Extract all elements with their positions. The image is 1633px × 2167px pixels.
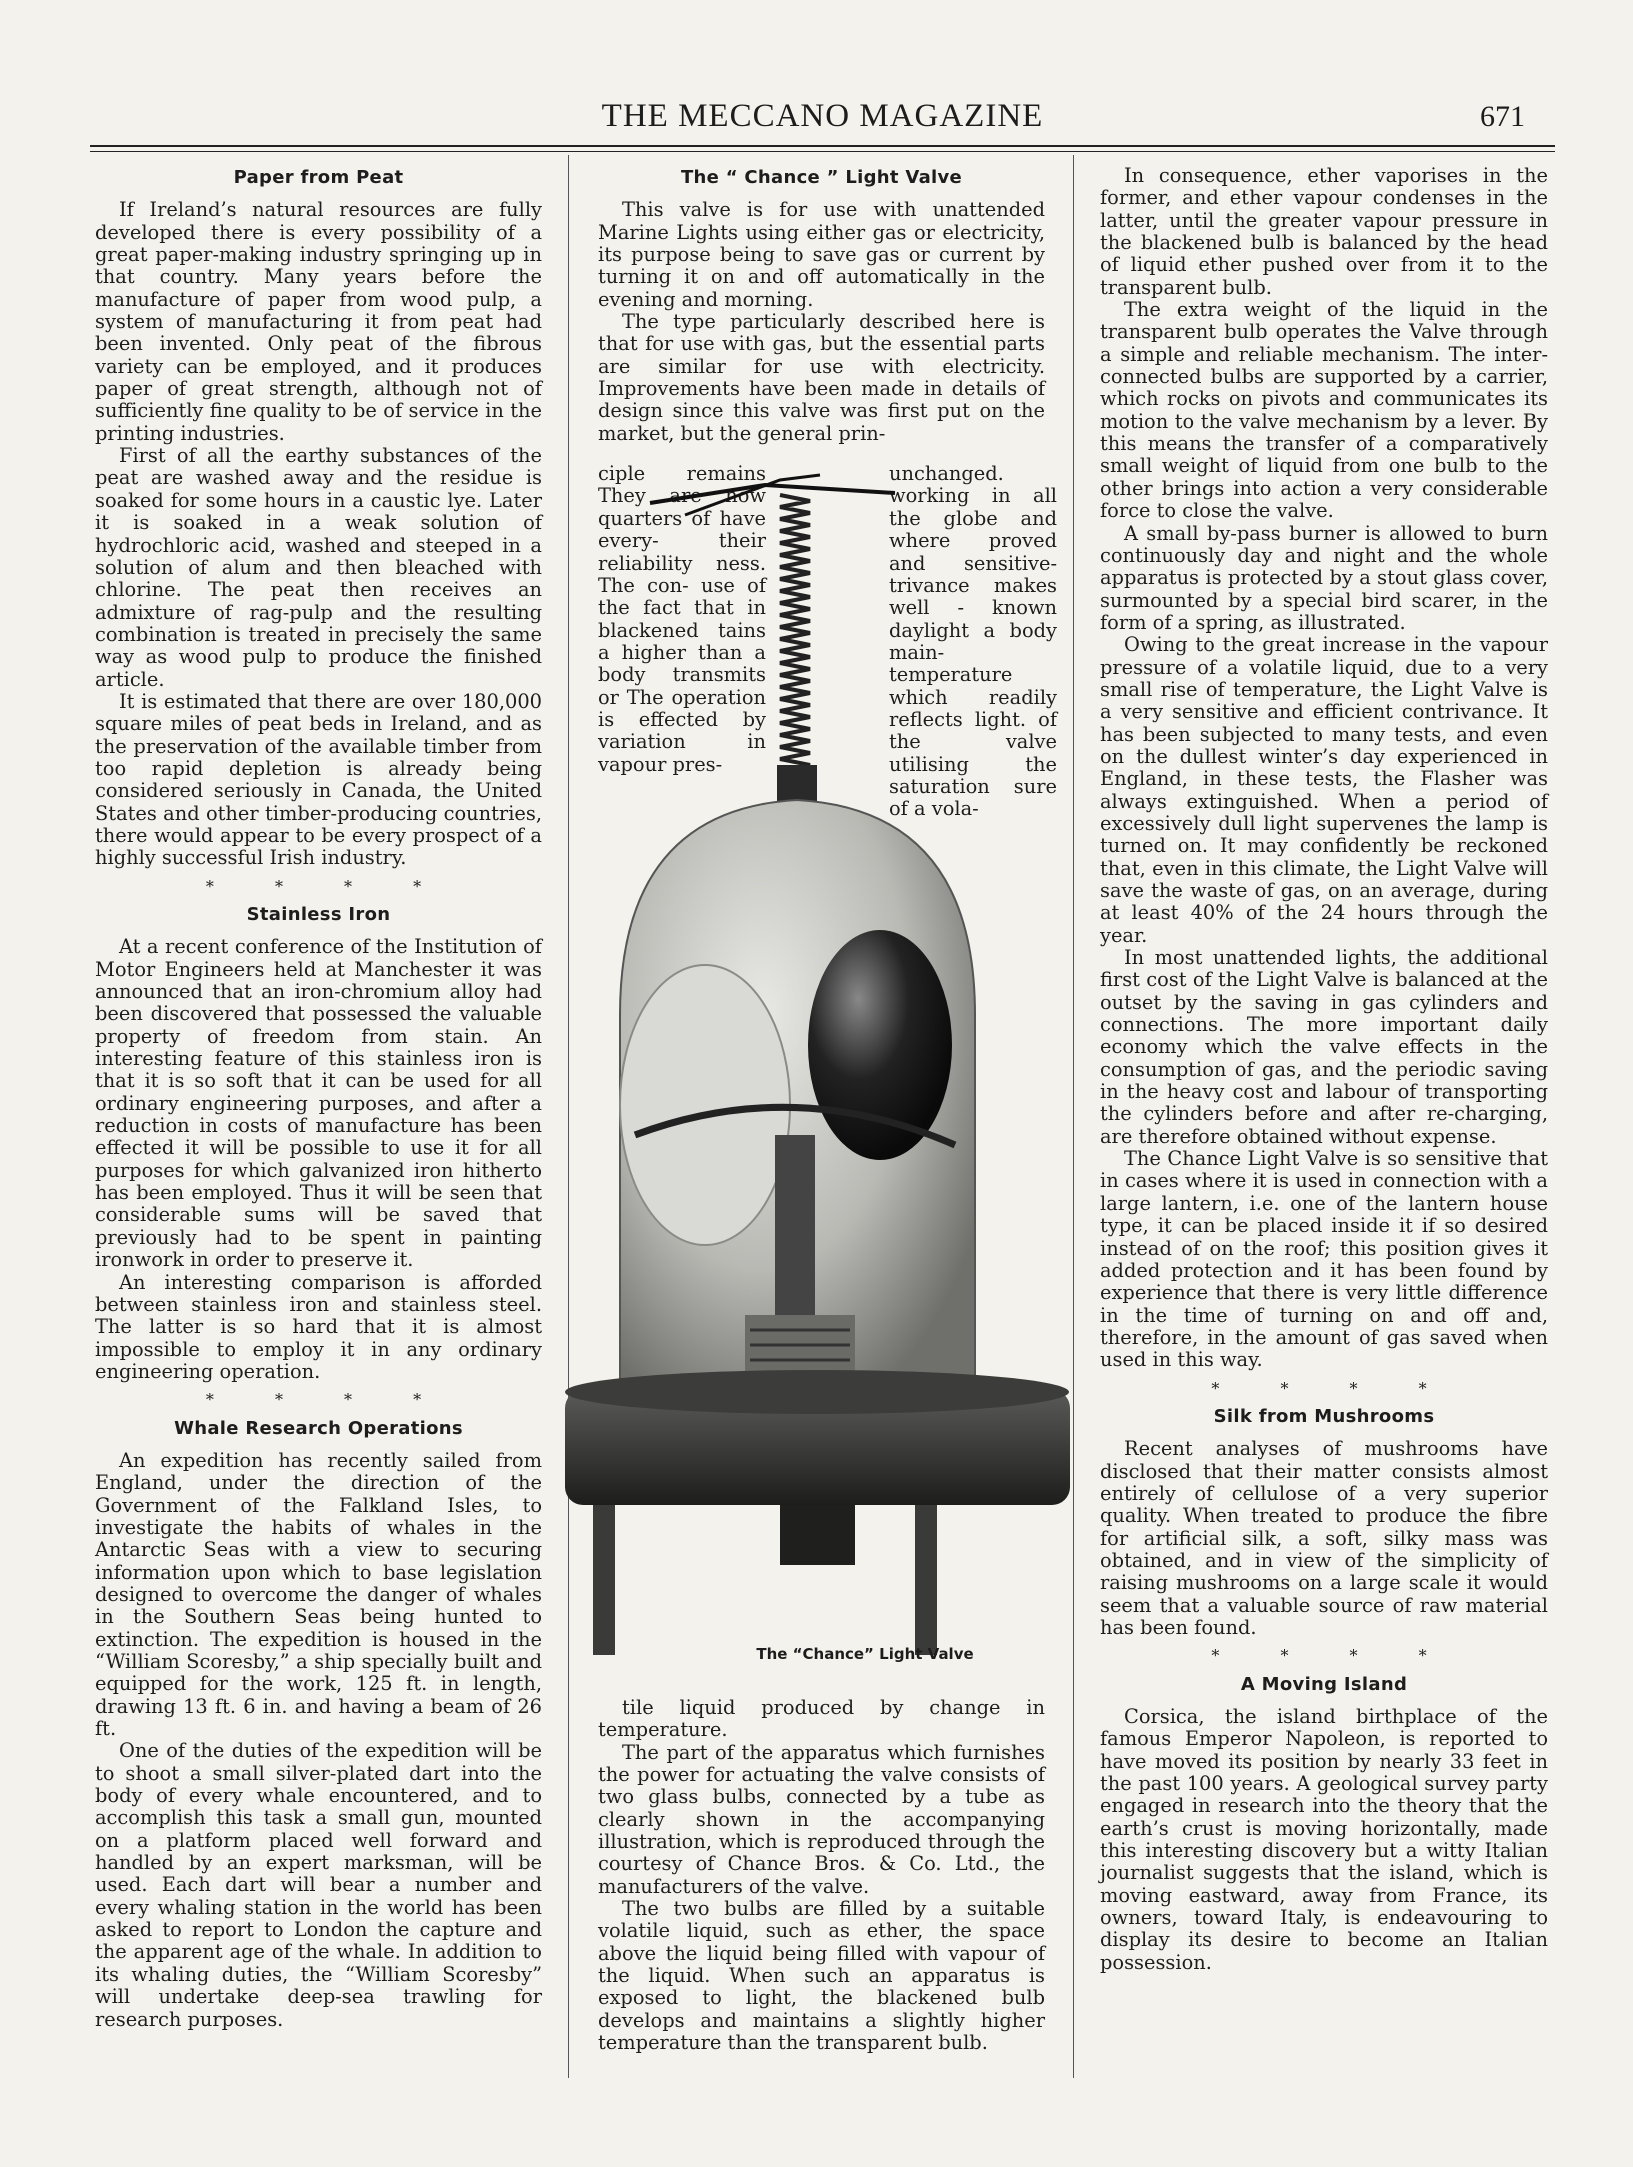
- column-right: [1100, 165, 1548, 1974]
- fragment-left-1: ciple remains They are now quarters of have every- their reliability ness.: [598, 462, 766, 575]
- paragraph: At a recent conference of the Institution of Motor Engineers held at Manchester it was announced that an iron-chromium alloy had been discovered that possessed the valuable property of freedom from stain. An interesting feature of this stainless iron is that it is so soft that it can be used for all ordinary engineering purposes, and after a reduction in costs of manufacture has been effected it will be possible to use it for all purposes for which galvanized iron hitherto has been employed. Thus it will be seen that considerable sums will be saved that previously had to be spent in painting ironwork in order to preserve it.: [95, 935, 542, 1272]
- paragraph: In most unattended lights, the additional first cost of the Light Valve is balanced at the outset by the saving in gas cylinders and connections. The more important daily economy which the valve effects in the consumption of gas, and the periodic saving in the heavy cost and labour of transporting the cylinders before and after re-charging, are therefore obtained without expense.: [1100, 946, 1548, 1148]
- article-heading-stainless-iron: Stainless Iron: [246, 904, 391, 925]
- header-rule: [90, 145, 1555, 147]
- article-heading-paper-from-peat: Paper from Peat: [233, 167, 404, 188]
- section-separator: * * * *: [205, 1390, 450, 1410]
- header-rule-thin: [90, 151, 1555, 152]
- article-heading-light-valve: The “ Chance ” Light Valve: [680, 167, 963, 188]
- paragraph: If Ireland’s natural resources are fully developed there is every possibility of a great paper-making industry springing up in that country. Many years before the manufacture of paper from wood pulp, a system of manufacturing it from peat had been invented. Only peat of the fibrous variety can be employed, and it produces paper of great strength, although not of sufficiently fine quality to be of service in the printing industries.: [95, 198, 542, 445]
- column-middle-continued: [598, 1697, 1045, 2055]
- paragraph: One of the duties of the expedition will be to shoot a small silver-plated dart into the body of every whale encountered, and to accomplish this task a small gun, mounted on a platform placed well forward and handled by an expert marksman, will be used. Each dart will bear a number and every whaling station in the world has been asked to report to London the capture and the apparent age of the whale. In addition to its whaling duties, the “William Scoresby” will undertake deep-sea trawling for research purposes.: [95, 1739, 542, 2031]
- page-header: [90, 98, 1555, 142]
- paragraph: tile liquid produced by change in temperature.: [598, 1696, 1045, 1742]
- paragraph: An expedition has recently sailed from England, under the direction of the Government of the Falkland Isles, to investigate the habits of whales in the Antarctic Seas with a view to securing information upon which to base legislation designed to overcome the danger of whales in the Southern Seas being hunted to extinction. The expedition is housed in the “William Scoresby,” a ship specially built and equipped for the work, 125 ft. in length, drawing 13 ft. 6 in. and having a beam of 26 ft.: [95, 1448, 542, 1741]
- section-separator: * * * *: [1211, 1378, 1455, 1398]
- fragment-left-2: The con- use of the fact that in blackened tains a higher than a body transmits or The operation is effected by variation in vapour pres-: [598, 573, 766, 776]
- paragraph: This valve is for use with unattended Marine Lights using either gas or electricity, its purpose being to save gas or current by turning it on and off automatically in the evening and morning.: [598, 198, 1045, 311]
- paragraph: First of all the earthy substances of the peat are washed away and the residue is soaked for some hours in a caustic lye. Later it is soaked in a weak solution of hydrochloric acid, washed and steeped in a solution of alum and then bleached with chlorine. The peat then receives an admixture of rag-pulp and the resulting combination is treated in precisely the same way as wood pulp to produce the finished article.: [95, 444, 542, 691]
- article-heading-whale-research: Whale Research Operations: [174, 1417, 463, 1439]
- paragraph: Corsica, the island birthplace of the famous Emperor Napoleon, is reported to have moved its position by nearly 33 feet in the past 100 years. A geological survey party engaged in research into the theory that the earth’s crust is moving horizontally, made this interesting discovery but a witty Italian journalist suggests that the island, which is moving eastward, away from France, its owners, toward Italy, is endeavouring to display its desire to become an Italian possession.: [1100, 1705, 1548, 1974]
- section-separator: * * * *: [1211, 1646, 1455, 1666]
- page-number: 671: [1480, 100, 1525, 133]
- paragraph: It is estimated that there are over 180,000 square miles of peat beds in Ireland, and as the preservation of the available timber from too rapid depletion is already being considered seriously in Canada, the United States and other timber-producing countries, there would appear to be every prospect of a highly successful Irish industry.: [95, 689, 542, 870]
- paragraph: A small by-pass burner is allowed to burn continuously day and night and the whole apparatus is protected by a stout glass cover, surmounted by a special bird scarer, in the form of a spring, as illustrated.: [1100, 521, 1548, 634]
- paragraph: The Chance Light Valve is so sensitive that in cases where it is used in connection with a large lantern, i.e. one of the lantern house type, it can be placed inside it if so desired instead of on the roof; this position gives it added protection and it has been found by experience that there is very little difference in the time of turning on and off and, therefore, in the amount of gas saved when used in this way.: [1100, 1147, 1548, 1372]
- fragment-right-1: unchanged. working in all the globe and where proved and sensitive-: [889, 462, 1057, 575]
- paragraph: Recent analyses of mushrooms have disclosed that their matter consists almost entirely of cellulose of a very superior quality. When treated to produce the fibre for artificial silk, a soft, silky mass was obtained, and in view of the simplicity of raising mushrooms on a large scale it would seem that a valuable source of raw material has been found.: [1100, 1437, 1548, 1639]
- paragraph: An interesting comparison is afforded between stainless iron and stainless steel. The latter is so hard that it is almost impossible to employ it in any ordinary engineering operation.: [95, 1270, 542, 1383]
- article-heading-moving-island: A Moving Island: [1240, 1673, 1408, 1695]
- light-valve-illustration: [565, 455, 1075, 1685]
- figure-caption: The “Chance” Light Valve: [756, 1645, 974, 1663]
- spring-icon: [780, 495, 810, 771]
- paragraph: Owing to the great increase in the vapour pressure of a volatile liquid, due to a very small rise of temperature, the Light Valve is a very sensitive and efficient contrivance. It has been subjected to many tests, and even on the dullest winter’s day experienced in England, in these tests, the Flasher was always extinguished. When a period of excessively dull light supervenes the lamp is turned on. It may confidently be reckoned that, even in this climate, the Light Valve will save the waste of gas, on an average, during at least 40% of the 24 hours through the year.: [1100, 633, 1548, 947]
- paragraph: In consequence, ether vaporises in the former, and ether vapour condenses in the latter, until the greater vapour pressure in the blackened bulb is balanced by the head of liquid ether pushed over from it to the transparent bulb.: [1100, 164, 1548, 299]
- magazine-title: THE MECCANO MAGAZINE: [601, 98, 1044, 134]
- section-separator: * * * *: [205, 876, 450, 896]
- paragraph: The type particularly described here is that for use with gas, but the essential parts are similar for use with electricity. Improvements have been made in details of design since this valve was first put on the market, but the general prin-: [598, 310, 1045, 445]
- article-heading-silk-from-mushrooms: Silk from Mushrooms: [1213, 1405, 1435, 1427]
- column-left: [95, 165, 542, 2031]
- paragraph: The extra weight of the liquid in the transparent bulb operates the Valve through a simple and reliable mechanism. The inter-connected bulbs are supported by a carrier, which rocks on pivots and communicates its motion to the valve mechanism by a lever. By this means the transfer of a comparatively small weight of liquid from one bulb to the other brings into action a very considerable force to close the valve.: [1100, 298, 1548, 523]
- paragraph: The two bulbs are filled by a suitable volatile liquid, such as ether, the space above the liquid being filled with vapour of the liquid. When such an apparatus is exposed to light, the blackened bulb develops and maintains a slightly higher temperature than the transparent bulb.: [598, 1897, 1045, 2055]
- paragraph: The part of the apparatus which furnishes the power for actuating the valve consists of two glass bulbs, connected by a tube as clearly shown in the accompanying illustration, which is reproduced through the courtesy of Chance Bros. & Co. Ltd., the manufacturers of the valve.: [598, 1740, 1045, 1898]
- fragment-right-2: trivance makes well - known daylight a body main- temperature which readily reflects light. of the valve utilising the saturation sure of a vola-: [889, 573, 1057, 821]
